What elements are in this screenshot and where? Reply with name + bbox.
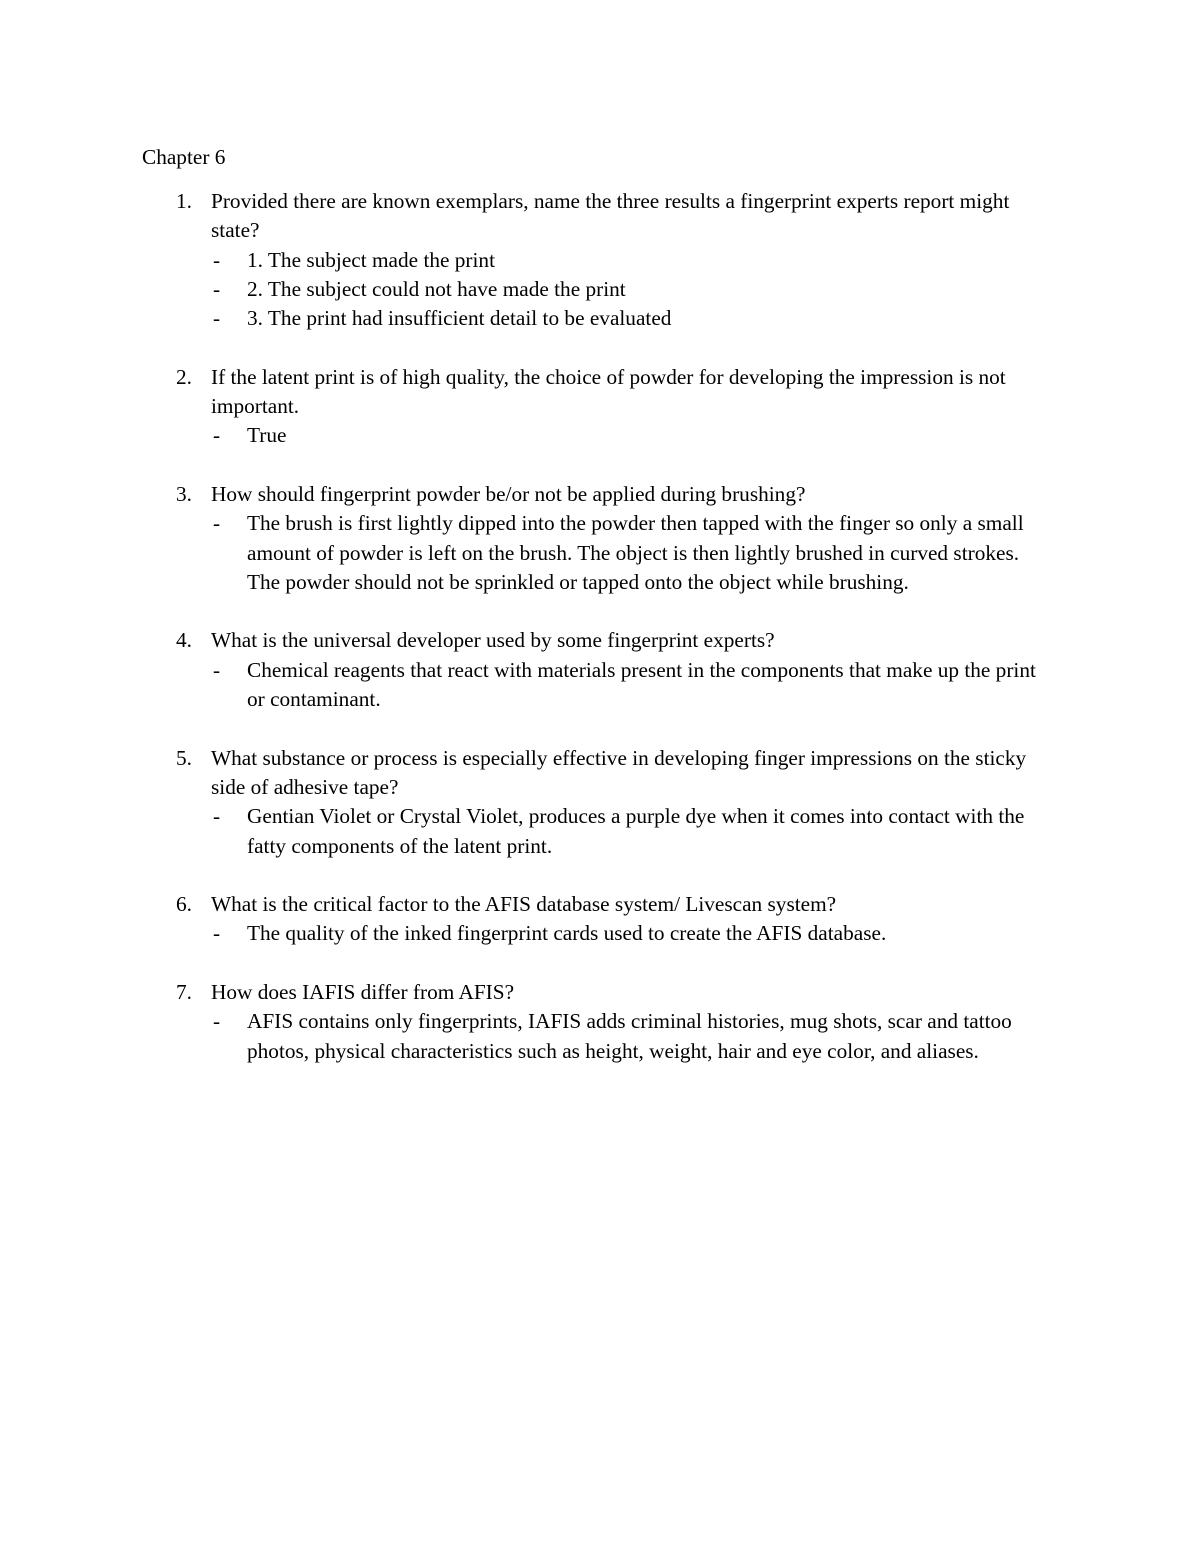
dash-bullet-icon: - <box>213 276 221 301</box>
answer-list <box>0 509 1200 597</box>
question-number: 7. <box>176 980 192 1005</box>
answer-text: 1. The subject made the print <box>247 247 496 272</box>
dash-bullet-icon: - <box>213 921 221 946</box>
question-item <box>0 187 1200 333</box>
answer-text: AFIS contains only fingerprints, IAFIS adds criminal histories, mug shots, scar and tattoo photos, physical characteristics such as height, weight, hair and eye color, and aliases. <box>247 1009 1012 1063</box>
answer-text: The quality of the inked fingerprint cards used to create the AFIS database. <box>247 921 887 946</box>
question-item <box>0 626 1200 714</box>
answer-list <box>0 421 1200 450</box>
dash-bullet-icon: - <box>213 1009 221 1034</box>
answer-item <box>0 802 1200 861</box>
answer-item <box>0 1007 1200 1066</box>
question-text: How does IAFIS differ from AFIS? <box>211 980 515 1005</box>
question-number: 5. <box>176 745 192 770</box>
question-text: What is the universal developer used by some fingerprint experts? <box>211 628 775 653</box>
question-number: 6. <box>176 892 192 917</box>
answer-item <box>0 919 1200 948</box>
answer-item <box>0 421 1200 450</box>
question-number: 4. <box>176 628 192 653</box>
dash-bullet-icon: - <box>213 247 221 272</box>
question-number: 1. <box>176 189 192 213</box>
answer-list <box>0 1007 1200 1066</box>
answer-item <box>0 509 1200 597</box>
question-text: What is the critical factor to the AFIS database system/ Livescan system? <box>211 892 837 917</box>
dash-bullet-icon: - <box>213 511 221 536</box>
chapter-title: Chapter 6 <box>142 145 226 169</box>
dash-bullet-icon: - <box>213 657 221 682</box>
answer-text: Chemical reagents that react with materials present in the components that make up the print or contaminant. <box>247 657 1036 712</box>
question-item <box>0 978 1200 1066</box>
question-item <box>0 744 1200 861</box>
answer-list <box>0 656 1200 715</box>
answer-text: Gentian Violet or Crystal Violet, produces a purple dye when it comes into contact with the fatty components of the latent print. <box>247 804 1025 858</box>
question-item <box>0 480 1200 597</box>
answer-item <box>0 275 1200 304</box>
question-text: What substance or process is especially effective in developing finger impressions on the sticky side of adhesive tape? <box>211 745 1027 799</box>
dash-bullet-icon: - <box>213 423 221 448</box>
answer-text: True <box>247 423 287 448</box>
answer-item <box>0 304 1200 333</box>
answer-text: 2. The subject could not have made the print <box>247 276 626 301</box>
question-number: 2. <box>176 364 192 389</box>
answer-list <box>0 802 1200 861</box>
question-number: 3. <box>176 481 192 506</box>
question-text: If the latent print is of high quality, the choice of powder for developing the impression is not important. <box>211 364 1006 419</box>
answer-text: The brush is first lightly dipped into the powder then tapped with the finger so only a small amount of powder is left on the brush. The object is then lightly brushed in curved strokes. The powder should not be sprinkled or tapped onto the object while brushing. <box>247 511 1024 594</box>
dash-bullet-icon: - <box>213 306 221 331</box>
question-text: Provided there are known exemplars, name the three results a fingerprint experts report might state? <box>211 189 1010 243</box>
answer-list <box>0 246 1200 334</box>
dash-bullet-icon: - <box>213 804 221 829</box>
answer-text: 3. The print had insufficient detail to be evaluated <box>247 306 672 331</box>
question-item <box>0 363 1200 451</box>
question-text: How should fingerprint powder be/or not be applied during brushing? <box>211 481 806 506</box>
question-list <box>0 187 1200 1095</box>
answer-item <box>0 656 1200 715</box>
answer-item <box>0 246 1200 275</box>
answer-list <box>0 919 1200 948</box>
question-item <box>0 890 1200 949</box>
